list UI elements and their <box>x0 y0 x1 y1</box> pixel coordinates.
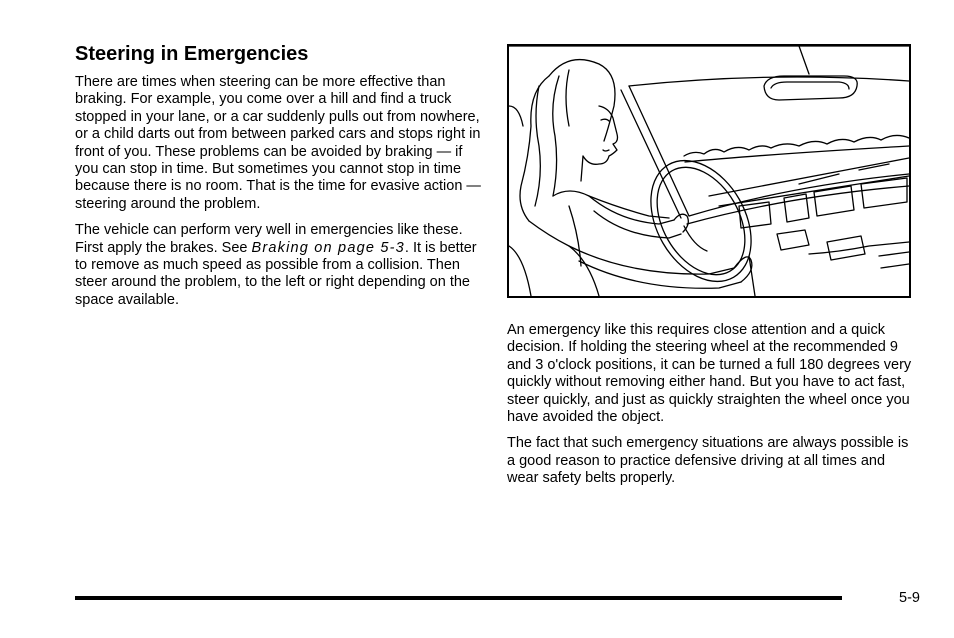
left-column <box>75 42 483 318</box>
para2-before: The vehicle can perform very well in emergencies like these. First apply the brakes. See <box>75 222 463 256</box>
body-paragraph-2 <box>75 222 483 309</box>
right-paragraph-1: An emergency like this requires close attention and a quick decision. If holding the steering wheel at the recommended 9 and 3 o'clock positions, it can be turned a full 180 degrees very quickly without removing either hand. But you have to act fast, steer quickly, and just as quickly straighten the wheel once you have avoided the object. <box>507 322 912 426</box>
driver-steering-illustration <box>507 44 911 298</box>
right-column <box>507 44 915 497</box>
footer-rule <box>75 596 842 600</box>
para2-after: . It is better to remove as much speed as possible from a collision. Then steer around the problem, to the left or right depending on the space available. <box>75 239 477 308</box>
section-title: Steering in Emergencies <box>75 43 309 65</box>
body-paragraph-1: There are times when steering can be more effective than braking. For example, you come over a hill and find a truck stopped in your lane, or a car suddenly pulls out from nowhere, or a child darts out from between parked cars and stops right in front of you. These problems can be avoided by braking — if you can stop in time. But sometimes you cannot stop in time because there is no room. That is the time for evasive action — steering around the problem. <box>75 74 481 212</box>
page-number: 5-9 <box>899 590 920 606</box>
right-paragraph-2: The fact that such emergency situations are always possible is a good reason to practice defensive driving at all times and wear safety belts properly. <box>507 435 909 487</box>
braking-cross-reference-link[interactable]: Braking on page 5-3 <box>251 239 405 256</box>
